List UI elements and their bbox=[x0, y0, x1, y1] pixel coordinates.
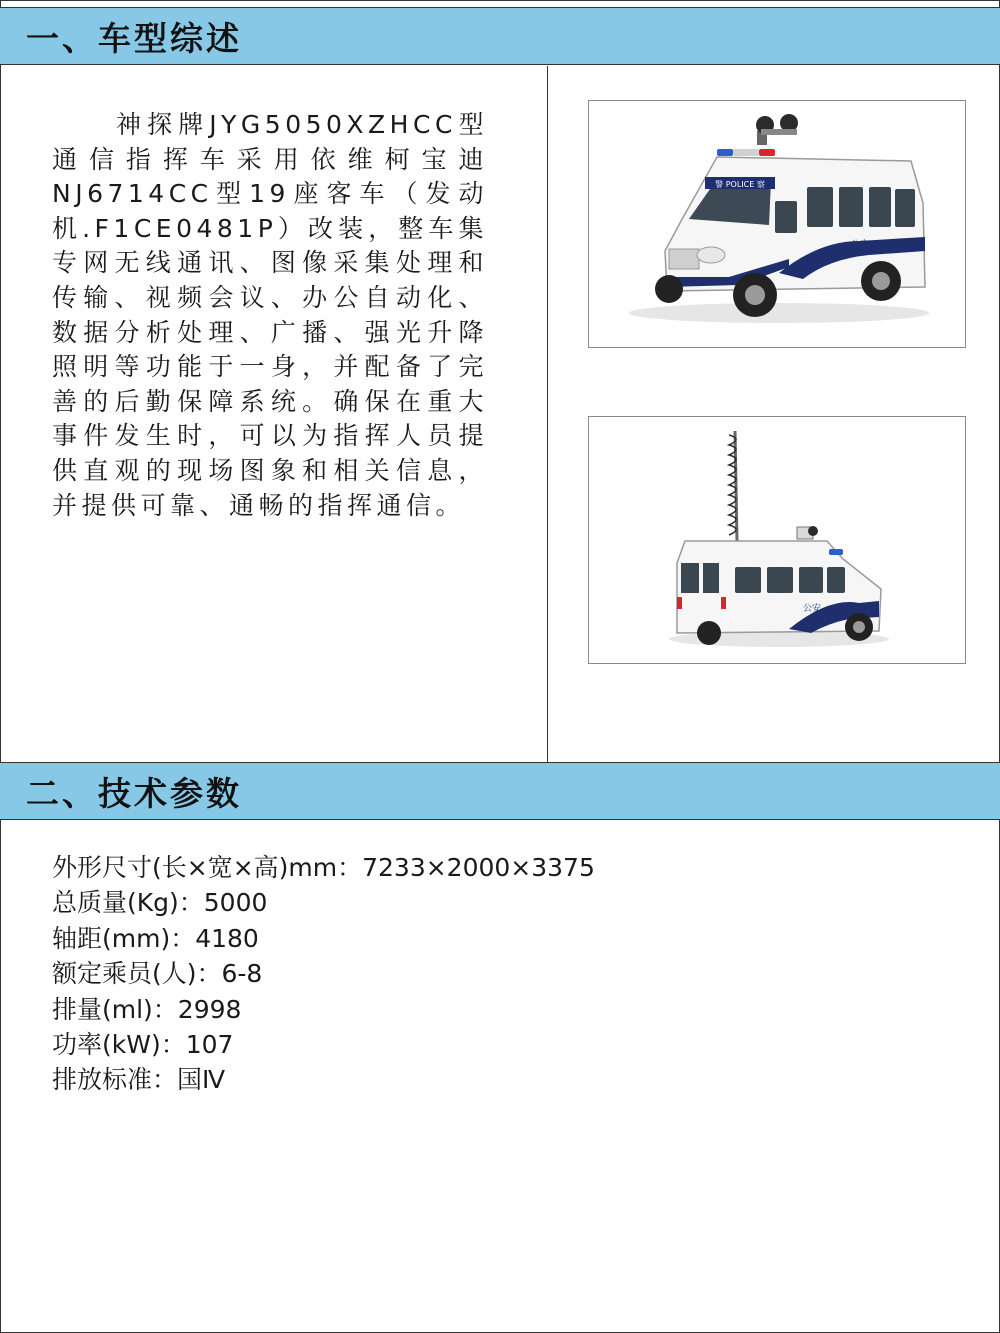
spec-emission-standard: 排放标准：国Ⅳ bbox=[52, 1065, 226, 1095]
spec-wheelbase: 轴距(mm)：4180 bbox=[52, 923, 259, 953]
spec-power: 功率(kW)：107 bbox=[52, 1030, 234, 1060]
spec-dimensions: 外形尺寸(长×宽×高)mm：7233×2000×3375 bbox=[52, 853, 595, 882]
spec-list bbox=[52, 850, 595, 1098]
van-side-text-rear: 公安 bbox=[803, 604, 822, 614]
vehicle-photo-rear bbox=[588, 416, 966, 664]
section-header-overview bbox=[0, 7, 1000, 65]
roof-sign-text: 警 POLICE 察 bbox=[715, 180, 765, 189]
spec-gross-mass: 总质量(Kg)：5000 bbox=[52, 888, 268, 918]
police-van-front-illustration bbox=[589, 101, 965, 347]
section-title-specs: 二、技术参数 bbox=[26, 773, 242, 813]
vehicle-description: 神探牌JYG5050XZHCC型通信指挥车采用依维柯宝迪NJ6714CC型19座客车（发动机.F1CE0481P）改装，整车集专网无线通讯、图像采集处理和传输、视频会议、办公自动化、数据分析处理、广播、强光升降照明等功能于一身，并配备了完善的后勤保障系统。确保在重大事件发生时，可以为指挥人员提供直观的现场图象和相关信息，并提供可靠、通畅的指挥通信。 bbox=[52, 110, 488, 520]
spec-displacement: 排量(ml)：2998 bbox=[52, 994, 242, 1024]
section-header-specs bbox=[0, 762, 1000, 820]
van-side-text: 公安 bbox=[851, 240, 870, 250]
spec-rated-occupants: 额定乘员(人)：6-8 bbox=[52, 959, 263, 989]
section-title-overview: 一、车型综述 bbox=[26, 18, 242, 58]
column-divider bbox=[547, 66, 548, 762]
vehicle-photo-front bbox=[588, 100, 966, 348]
police-van-rear-illustration bbox=[589, 417, 965, 663]
